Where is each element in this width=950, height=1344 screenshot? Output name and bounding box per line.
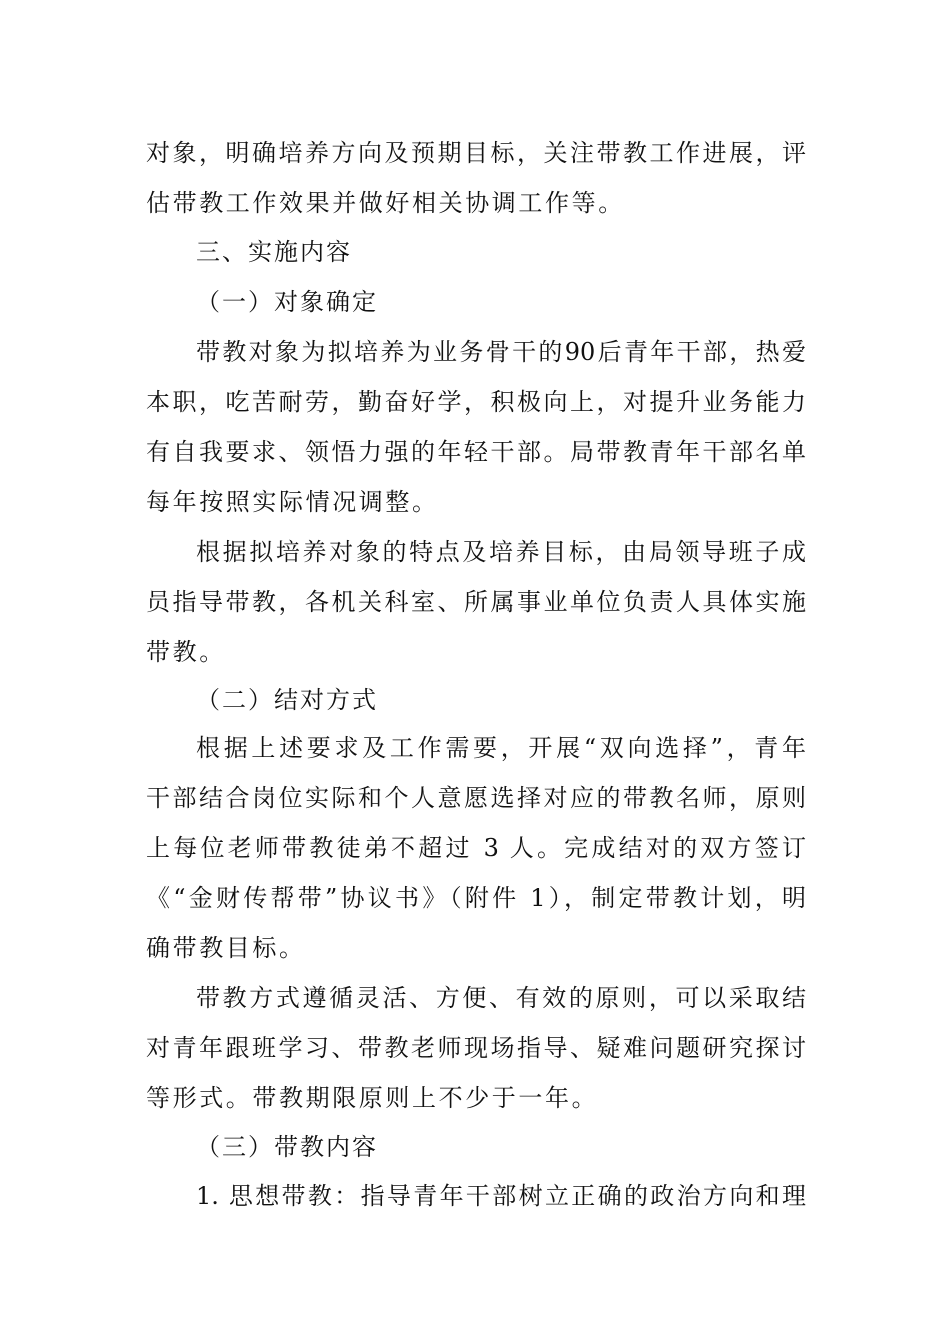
subsection-heading: （三）带教内容 (196, 1133, 378, 1161)
paragraph-line: 《“金财传帮带”协议书》（附件 1），制定带教计划，明 (146, 884, 806, 912)
paragraph-line: 上每位老师带教徒弟不超过 3 人。完成结对的双方签订 (146, 834, 806, 862)
section-heading: 三、实施内容 (196, 238, 352, 266)
subsection-heading: （一）对象确定 (196, 288, 378, 316)
paragraph-line: 带教方式遵循灵活、方便、有效的原则，可以采取结 (196, 984, 806, 1012)
paragraph-line: 等形式。带教期限原则上不少于一年。 (146, 1084, 599, 1112)
paragraph-line: 带教对象为拟培养为业务骨干的90后青年干部，热爱 (196, 338, 806, 366)
paragraph-line: 对象，明确培养方向及预期目标，关注带教工作进展，评 (146, 139, 806, 167)
paragraph-line: 估带教工作效果并做好相关协调工作等。 (146, 189, 625, 217)
paragraph-line: 带教。 (146, 638, 226, 666)
paragraph-line: 确带教目标。 (146, 934, 306, 962)
paragraph-line: 员指导带教，各机关科室、所属事业单位负责人具体实施 (146, 588, 806, 616)
paragraph-line: 1. 思想带教：指导青年干部树立正确的政治方向和理 (196, 1182, 806, 1210)
paragraph-line: 干部结合岗位实际和个人意愿选择对应的带教名师，原则 (146, 784, 806, 812)
subsection-heading: （二）结对方式 (196, 686, 378, 714)
paragraph-line: 有自我要求、领悟力强的年轻干部。局带教青年干部名单 (146, 438, 806, 466)
paragraph-line: 根据上述要求及工作需要，开展“双向选择”，青年 (196, 734, 806, 762)
paragraph-line: 根据拟培养对象的特点及培养目标，由局领导班子成 (196, 538, 806, 566)
paragraph-line: 对青年跟班学习、带教老师现场指导、疑难问题研究探讨 (146, 1034, 806, 1062)
paragraph-line: 每年按照实际情况调整。 (146, 488, 439, 516)
paragraph-line: 本职，吃苦耐劳，勤奋好学，积极向上，对提升业务能力 (146, 388, 806, 416)
